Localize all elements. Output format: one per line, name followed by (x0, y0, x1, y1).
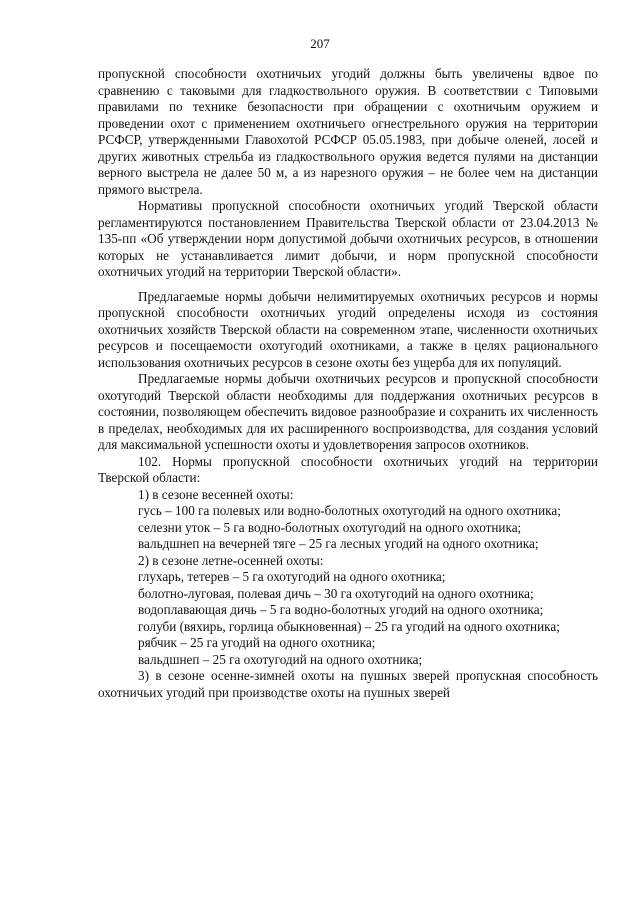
list-item: болотно-луговая, полевая дичь – 30 га охотугодий на одного охотника; (138, 585, 534, 601)
section-102-heading: 102. Нормы пропускной способности охотничьих угодий на территории Тверской области: (98, 453, 598, 485)
page-number: 207 (310, 36, 330, 51)
list-item: водоплавающая дичь – 5 га водно-болотных угодий на одного охотника; (138, 602, 544, 617)
list-item: селезни уток – 5 га водно-болотных охотугодий на одного охотника; (138, 519, 522, 535)
list-item: глухарь, тетерев – 5 га охотугодий на одного охотника; (138, 569, 446, 584)
list-item: вальдшнеп – 25 га охотугодий на одного охотника; (138, 651, 423, 667)
list-item: 3) в сезоне осенне-зимней охоты на пушных зверей пропускная способность охотничьих угодий при производстве охоты на пушных зверей (98, 668, 598, 700)
list-item: 2) в сезоне летне-осенней охоты: (138, 552, 324, 568)
document-body (98, 66, 598, 701)
paragraph-norms-purpose: Предлагаемые нормы добычи охотничьих ресурсов и пропускной способности охотугодий Тверской области необходимы для поддержания охотничьих ресурсов в состоянии, позволяющем обеспечить видовое разнообразие и сохранить их численность в пределах, необходимых для их расширенного воспроизводства, для создания условий для максимальной успешности охоты и удовлетворения запросов охотников. (98, 371, 598, 452)
paragraph-firearms-safety: пропускной способности охотничьих угодий должны быть увеличены вдвое по сравнению с таковыми для гладкоствольного оружия. В соответствии с Типовыми правилами по технике безопасности при обращении с охотничьим оружием и проведении охот с применением охотничьего огнестрельного оружия на территории РСФСР, утвержденными Главохотой РСФСР 05.05.1983, при добыче оленей, лосей и других животных стрельба из гладкоствольного оружия ведется пулями на дистанции верного выстрела не далее 50 м, а из нарезного оружия – не более чем на дистанции прямого выстрела. (98, 66, 598, 197)
list-item: 1) в сезоне весенней охоты: (138, 486, 294, 502)
list-item: голуби (вяхирь, горлица обыкновенная) – 25 га угодий на одного охотника; (138, 618, 560, 634)
list-item: рябчик – 25 га угодий на одного охотника; (138, 635, 376, 650)
list-item: вальдшнеп на вечерней тяге – 25 га лесных угодий на одного охотника; (138, 536, 539, 551)
list-item: гусь – 100 га полевых или водно-болотных охотугодий на одного охотника; (138, 503, 561, 518)
paragraph-regulation: Нормативы пропускной способности охотничьих угодий Тверской области регламентируются постановлением Правительства Тверской области от 23.04.2013 № 135-пп «Об утверждении норм допустимой добычи охотничьих ресурсов, в отношении которых не устанавливается лимит добычи, и норм пропускной способности охотничьих угодий на территории Тверской области». (98, 198, 598, 279)
paragraph-proposed-norms: Предлагаемые нормы добычи нелимитируемых охотничьих ресурсов и нормы пропускной способности охотничьих угодий определены исходя из состояния охотничьих хозяйств Тверской области на современном этапе, численности охотничьих ресурсов и посещаемости охотугодий охотниками, а также в целях рационального использования охотничьих ресурсов в сезоне охоты без ущерба для их популяций. (98, 288, 598, 370)
